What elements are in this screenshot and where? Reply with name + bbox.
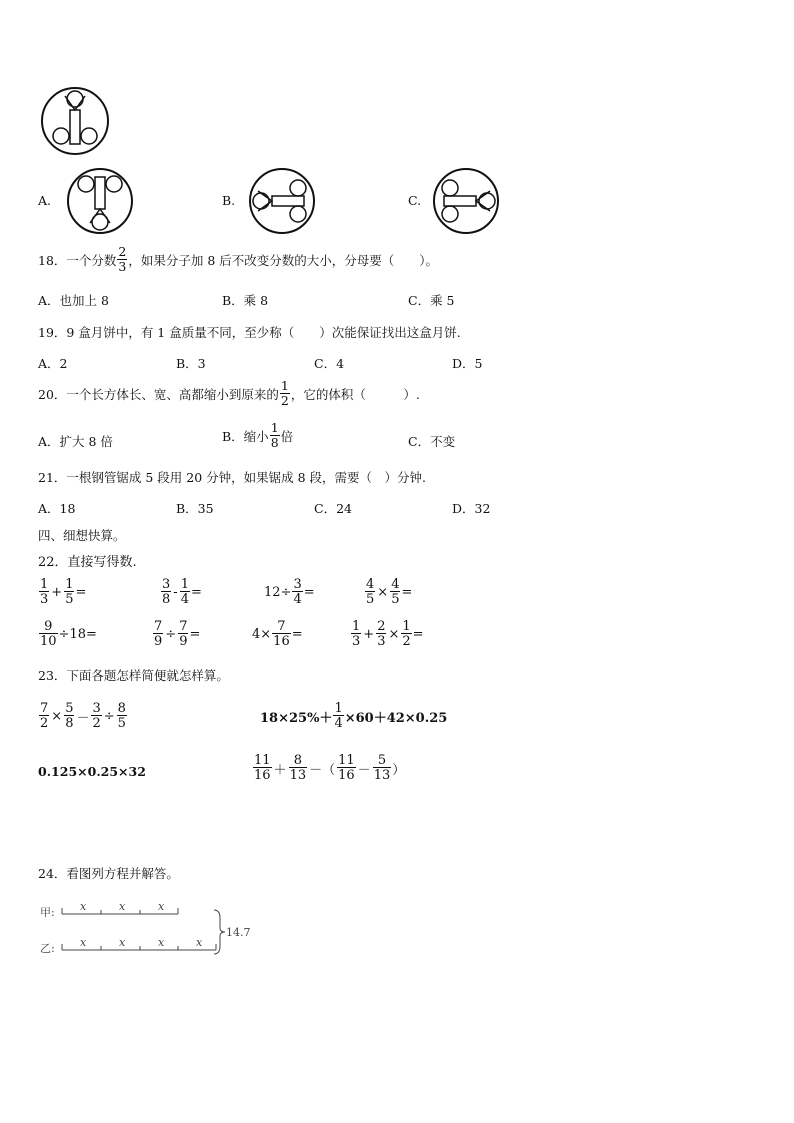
q24-var-yi-4: x: [196, 936, 203, 949]
q23-expr-1: [38, 702, 128, 730]
q24-var-yi-3: x: [158, 936, 165, 949]
operator: ÷: [103, 708, 115, 724]
operator: ×: [377, 584, 389, 600]
frac-den: 8: [162, 592, 171, 607]
frac-num: 3: [162, 577, 171, 592]
frac-num: 4: [391, 577, 400, 592]
q20-suffix: ，它的体积（ ）.: [290, 386, 420, 402]
figure-option-b: [248, 167, 316, 235]
expression-prefix: 12÷: [264, 584, 292, 600]
q20-prefix: 20．一个长方体长、宽、高都缩小到原来的: [38, 386, 279, 402]
q20-option-b: [222, 422, 293, 449]
frac-num: 2: [377, 619, 386, 634]
frac-den: 16: [254, 768, 271, 783]
question-18: [38, 246, 438, 273]
frac-den: 5: [65, 592, 74, 607]
frac-den: 3: [40, 592, 49, 607]
q20-option-b-fraction: [270, 422, 280, 449]
frac-den: 8: [65, 716, 74, 731]
q19-option-a: A．2: [38, 356, 68, 371]
operator: +: [51, 584, 63, 600]
q22-expr-5: [38, 620, 97, 648]
equals: =: [303, 584, 315, 600]
frac-num: 11: [338, 753, 355, 768]
q21-option-a: A．18: [38, 501, 76, 516]
figure-option-a-label: A.: [38, 193, 52, 208]
q22-expr-7: [252, 620, 303, 648]
q24-jia-label: 甲:: [40, 906, 55, 919]
equals: =: [75, 584, 87, 600]
frac-den: 9: [154, 634, 163, 649]
question-19: 19．9 盒月饼中，有 1 盒质量不同，至少称（ ）次能保证找出这盒月饼.: [38, 325, 461, 340]
frac-num: 7: [154, 619, 163, 634]
q20-option-b-suffix: 倍: [280, 428, 294, 444]
frac-den: 5: [366, 592, 375, 607]
frac-den: 4: [293, 592, 302, 607]
closing-paren: ）: [392, 762, 406, 778]
q24-var-yi-1: x: [80, 936, 87, 949]
frac-den: 10: [40, 634, 57, 649]
q24-var-jia-3: x: [158, 900, 165, 913]
question-22-title: 22．直接写得数.: [38, 555, 137, 570]
frac-den: 13: [373, 768, 391, 783]
q23-expr-3: 0.125×0.25×32: [38, 764, 146, 779]
frac-num: 1: [40, 577, 49, 592]
expression-prefix: 4×: [252, 626, 272, 642]
figure-option-c-label: C.: [408, 193, 422, 208]
q22-expr-8: [350, 620, 424, 648]
equals: =: [189, 626, 201, 642]
q20-frac-den: 2: [280, 392, 289, 408]
operator: ×: [51, 708, 63, 724]
q18-prefix: 18．一个分数: [38, 252, 117, 268]
figure-option-a: [66, 167, 134, 235]
q21-option-d: D．32: [452, 501, 491, 516]
frac-den: 13: [289, 768, 307, 783]
operator: －: [357, 762, 371, 778]
operator: －（: [309, 762, 336, 778]
frac-num: 5: [377, 753, 387, 768]
q22-expr-6: [152, 620, 200, 648]
frac-den: 4: [180, 592, 189, 607]
q18-suffix: ，如果分子加 8 后不改变分数的大小，分母要（ ）。: [128, 252, 439, 268]
frac-den: 3: [352, 634, 361, 649]
operator: －: [76, 710, 90, 726]
question-23-title: 23．下面各题怎样简便就怎样算。: [38, 668, 229, 683]
frac-num: 4: [366, 577, 375, 592]
equals: =: [190, 584, 202, 600]
q24-total: 14.7: [226, 926, 251, 939]
q20-option-a: A．扩大 8 倍: [38, 434, 113, 449]
frac-num: 7: [277, 619, 286, 634]
question-20: [38, 380, 420, 407]
q24-var-jia-1: x: [80, 900, 87, 913]
frac-num: 9: [44, 619, 53, 634]
frac-den: 16: [338, 768, 355, 783]
q18-frac-den: 3: [118, 258, 127, 274]
frac-num: 8: [117, 701, 126, 716]
frac-den: 9: [179, 634, 188, 649]
question-21: 21．一根钢管锯成 5 段用 20 分钟，如果锯成 8 段，需要（ ）分钟.: [38, 470, 427, 485]
frac-den: 2: [40, 716, 49, 731]
frac-num: 3: [92, 701, 101, 716]
frac-num: 11: [254, 753, 271, 768]
q22-expr-4: [364, 578, 412, 606]
q20-option-b-num: 1: [270, 420, 279, 435]
frac-den: 4: [334, 716, 343, 731]
q22-expr-1: [38, 578, 86, 606]
operator: -: [173, 584, 178, 600]
q21-option-b: B．35: [176, 501, 214, 516]
q22-expr-3: [264, 578, 315, 606]
operator: ×: [388, 626, 400, 642]
frac-num: 7: [40, 701, 49, 716]
q23-expr-4: [252, 754, 405, 782]
q24-var-jia-2: x: [119, 900, 126, 913]
figure-option-c: [432, 167, 500, 235]
frac-num: 1: [334, 701, 343, 716]
frac-num: 1: [180, 577, 189, 592]
frac-num: 1: [402, 619, 411, 634]
frac-den: 5: [117, 716, 126, 731]
q18-option-c: C．乘 5: [408, 293, 455, 308]
section-4-title: 四、细想快算。: [38, 528, 126, 543]
expression-suffix: ÷18=: [58, 626, 97, 642]
equals: =: [291, 626, 303, 642]
q20-option-c: C．不变: [408, 434, 456, 449]
q20-option-b-den: 8: [270, 434, 279, 450]
frac-num: 1: [65, 577, 74, 592]
q21-option-c: C．24: [314, 501, 352, 516]
q18-fraction: [117, 246, 127, 273]
figure-original-symbol: [40, 86, 110, 156]
frac-den: 16: [273, 634, 290, 649]
question-24-title: 24．看图列方程并解答。: [38, 866, 179, 881]
q20-option-b-prefix: B．缩小: [222, 428, 269, 444]
q18-option-a: A．也加上 8: [38, 293, 109, 308]
q18-option-b: B．乘 8: [222, 293, 269, 308]
frac-den: 5: [391, 592, 400, 607]
operator: +: [363, 626, 375, 642]
equals: =: [412, 626, 424, 642]
operator: ÷: [165, 626, 177, 642]
frac-num: 7: [179, 619, 188, 634]
q20-frac-num: 1: [280, 378, 289, 393]
frac-num: 5: [65, 701, 74, 716]
figure-option-b-label: B.: [222, 193, 236, 208]
frac-den: 2: [402, 634, 411, 649]
q19-option-b: B．3: [176, 356, 206, 371]
equals: =: [401, 584, 413, 600]
frac-den: 3: [377, 634, 386, 649]
q19-option-c: C．4: [314, 356, 345, 371]
frac-num: 8: [293, 753, 302, 768]
frac-den: 2: [92, 716, 101, 731]
frac-num: 1: [352, 619, 361, 634]
q22-expr-2: [160, 578, 202, 606]
q24-yi-label: 乙:: [40, 942, 55, 955]
frac-num: 3: [293, 577, 302, 592]
operator: ＋: [273, 762, 287, 778]
q23-expr-2: [260, 702, 447, 730]
q19-option-d: D．5: [452, 356, 483, 371]
expression-prefix: 18×25%＋: [260, 710, 333, 726]
expression-suffix: ×60＋42×0.25: [344, 710, 448, 726]
q24-var-yi-2: x: [119, 936, 126, 949]
q20-fraction: [280, 380, 290, 407]
q18-frac-num: 2: [118, 244, 127, 259]
